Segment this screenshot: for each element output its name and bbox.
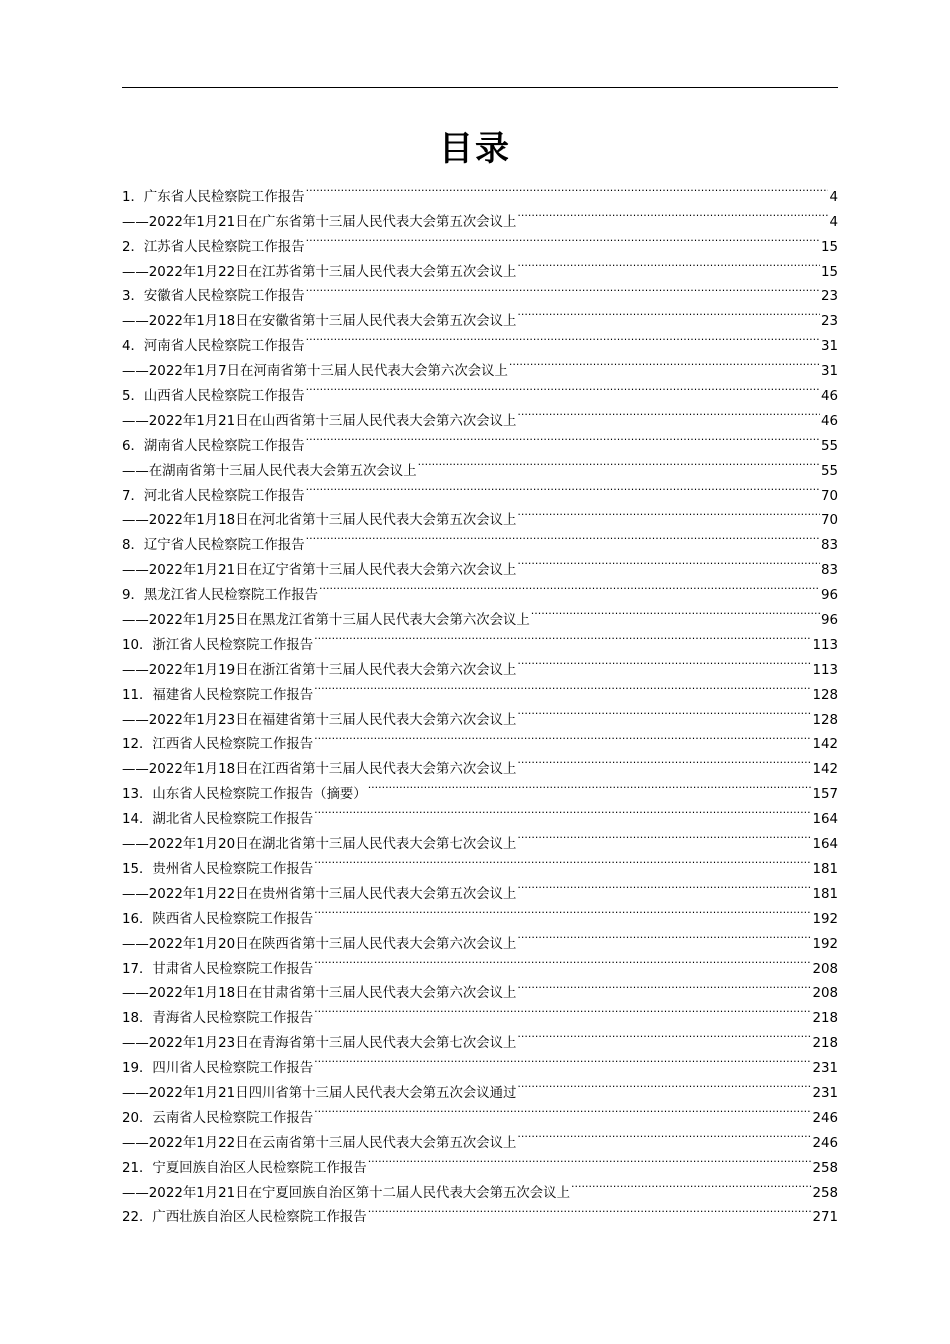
- dot-leader: [517, 923, 811, 948]
- dot-leader: [517, 649, 811, 674]
- toc-entry-page: 70: [820, 513, 838, 529]
- toc-entry-title: 20．云南省人民检察院工作报告: [122, 1110, 314, 1126]
- toc-entry-title: ——2022年1月18日在安徽省第十三届人民代表大会第五次会议上: [122, 314, 517, 330]
- toc-entry-title: 15．贵州省人民检察院工作报告: [122, 861, 314, 877]
- dot-leader: [306, 475, 820, 500]
- toc-entry-title: ——2022年1月20日在湖北省第十三届人民代表大会第七次会议上: [122, 837, 517, 853]
- toc-entry-page: 192: [812, 936, 838, 952]
- dot-leader: [517, 549, 820, 574]
- dot-leader: [517, 300, 820, 325]
- toc-entry-title: ——2022年1月20日在陕西省第十三届人民代表大会第六次会议上: [122, 936, 517, 952]
- toc-entry-title: ——2022年1月21日在宁夏回族自治区第十二届人民代表大会第五次会议上: [122, 1185, 570, 1201]
- dot-leader: [306, 524, 820, 549]
- toc-entry-page: 31: [820, 364, 838, 380]
- toc-entry-page: 83: [820, 563, 838, 579]
- dot-leader: [314, 948, 811, 973]
- dot-leader: [517, 1072, 811, 1097]
- toc-entry-page: 246: [812, 1110, 838, 1126]
- dot-leader: [306, 325, 820, 350]
- toc-entry-title: 6．湖南省人民检察院工作报告: [122, 438, 305, 454]
- toc-entry-title: 16．陕西省人民检察院工作报告: [122, 911, 314, 927]
- toc-entry-title: ——2022年1月21日在广东省第十三届人民代表大会第五次会议上: [122, 214, 517, 230]
- toc-entry-page: 218: [812, 1036, 838, 1052]
- toc-entry-title: 2．江苏省人民检察院工作报告: [122, 239, 305, 255]
- toc-entry-title: ——2022年1月18日在甘肃省第十三届人民代表大会第六次会议上: [122, 986, 517, 1002]
- dot-leader: [314, 674, 811, 699]
- toc-entry-page: 55: [820, 463, 838, 479]
- dot-leader: [517, 201, 828, 226]
- dot-leader: [517, 251, 820, 276]
- dot-leader: [314, 848, 811, 873]
- dot-leader: [314, 997, 811, 1022]
- toc-entry-title: 8．辽宁省人民检察院工作报告: [122, 538, 305, 554]
- toc-entry-page: 208: [812, 961, 838, 977]
- toc-entry-page: 15: [820, 264, 838, 280]
- toc-entry-page: 231: [812, 1061, 838, 1077]
- header-rule: [122, 87, 838, 88]
- toc-entry-title: ——2022年1月21日在山西省第十三届人民代表大会第六次会议上: [122, 413, 517, 429]
- toc-entry-title: 4．河南省人民检察院工作报告: [122, 339, 305, 355]
- toc-entry-title: ——2022年1月21日在辽宁省第十三届人民代表大会第六次会议上: [122, 563, 517, 579]
- toc-entry[interactable]: [122, 176, 838, 205]
- toc-entry-page: 113: [812, 662, 838, 678]
- dot-leader: [314, 624, 811, 649]
- toc-entry-title: ——2022年1月23日在福建省第十三届人民代表大会第六次会议上: [122, 712, 517, 728]
- toc-entry-page: 231: [812, 1085, 838, 1101]
- dot-leader: [517, 1122, 811, 1147]
- dot-leader: [517, 873, 811, 898]
- dot-leader: [368, 1197, 812, 1222]
- toc-entry-page: 181: [812, 886, 838, 902]
- toc-entry-page: 192: [812, 911, 838, 927]
- toc-entry-title: 14．湖北省人民检察院工作报告: [122, 812, 314, 828]
- dot-leader: [306, 226, 820, 251]
- toc-entry-page: 271: [812, 1210, 838, 1226]
- dot-leader: [368, 1147, 812, 1172]
- dot-leader: [314, 798, 811, 823]
- toc-entry-title: 12．江西省人民检察院工作报告: [122, 737, 314, 753]
- toc-entry-page: 55: [820, 438, 838, 454]
- dot-leader: [517, 1022, 811, 1047]
- toc-entry-page: 208: [812, 986, 838, 1002]
- dot-leader: [368, 773, 812, 798]
- toc-entry-title: 7．河北省人民检察院工作报告: [122, 488, 305, 504]
- toc-entry-title: 21．宁夏回族自治区人民检察院工作报告: [122, 1160, 367, 1176]
- dot-leader: [306, 375, 820, 400]
- toc-entry-title: ——2022年1月22日在江苏省第十三届人民代表大会第五次会议上: [122, 264, 517, 280]
- toc-entry-page: 23: [820, 314, 838, 330]
- toc-entry-page: 258: [812, 1160, 838, 1176]
- toc-entry-title: 5．山西省人民检察院工作报告: [122, 389, 305, 405]
- dot-leader: [314, 898, 811, 923]
- toc-entry-title: ——在湖南省第十三届人民代表大会第五次会议上: [122, 463, 417, 479]
- toc-entry-title: ——2022年1月18日在河北省第十三届人民代表大会第五次会议上: [122, 513, 517, 529]
- dot-leader: [306, 276, 820, 301]
- toc-entry-title: 19．四川省人民检察院工作报告: [122, 1061, 314, 1077]
- toc-entry-page: 258: [812, 1185, 838, 1201]
- page-title: 目录: [439, 129, 511, 169]
- toc-entry-title: 3．安徽省人民检察院工作报告: [122, 289, 305, 305]
- dot-leader: [531, 599, 820, 624]
- toc-entry-title: ——2022年1月19日在浙江省第十三届人民代表大会第六次会议上: [122, 662, 517, 678]
- toc-entry-page: 142: [812, 762, 838, 778]
- toc-entry-page: 142: [812, 737, 838, 753]
- toc-entry-page: 246: [812, 1135, 838, 1151]
- dot-leader: [517, 973, 811, 998]
- dot-leader: [509, 350, 820, 375]
- toc-entry-title: ——2022年1月18日在江西省第十三届人民代表大会第六次会议上: [122, 762, 517, 778]
- toc-entry-page: 15: [820, 239, 838, 255]
- toc-entry-page: 113: [812, 637, 838, 653]
- dot-leader: [517, 748, 811, 773]
- dot-leader: [517, 500, 820, 525]
- toc-entry-page: 23: [820, 289, 838, 305]
- toc-entry-title: ——2022年1月21日四川省第十三届人民代表大会第五次会议通过: [122, 1085, 517, 1101]
- toc-entry-page: 164: [812, 837, 838, 853]
- toc-entry-title: 11．福建省人民检察院工作报告: [122, 687, 314, 703]
- toc-entry-page: 96: [820, 613, 838, 629]
- dot-leader: [319, 574, 820, 599]
- toc-entry-title: ——2022年1月23日在青海省第十三届人民代表大会第七次会议上: [122, 1036, 517, 1052]
- toc-entry-title: 18．青海省人民检察院工作报告: [122, 1011, 314, 1027]
- toc-entry-title: 9．黑龙江省人民检察院工作报告: [122, 588, 318, 604]
- table-of-contents: [122, 176, 838, 1226]
- toc-entry-title: ——2022年1月22日在云南省第十三届人民代表大会第五次会议上: [122, 1135, 517, 1151]
- toc-entry-page: 128: [812, 687, 838, 703]
- toc-entry-title: 10．浙江省人民检察院工作报告: [122, 637, 314, 653]
- dot-leader: [517, 400, 820, 425]
- toc-entry-title: ——2022年1月22日在贵州省第十三届人民代表大会第五次会议上: [122, 886, 517, 902]
- toc-entry-title: 22．广西壮族自治区人民检察院工作报告: [122, 1210, 367, 1226]
- dot-leader: [517, 699, 811, 724]
- toc-entry-page: 128: [812, 712, 838, 728]
- dot-leader: [314, 1047, 811, 1072]
- dot-leader: [314, 1097, 811, 1122]
- toc-entry-page: 46: [820, 389, 838, 405]
- toc-entry-page: 70: [820, 488, 838, 504]
- toc-entry-title: ——2022年1月25日在黑龙江省第十三届人民代表大会第六次会议上: [122, 613, 530, 629]
- toc-entry-page: 157: [812, 787, 838, 803]
- dot-leader: [418, 450, 820, 475]
- dot-leader: [306, 176, 829, 201]
- toc-entry-page: 96: [820, 588, 838, 604]
- toc-entry-page: 218: [812, 1011, 838, 1027]
- toc-entry-page: 83: [820, 538, 838, 554]
- toc-entry-title: 1．广东省人民检察院工作报告: [122, 189, 305, 205]
- dot-leader: [517, 823, 811, 848]
- dot-leader: [314, 724, 811, 749]
- dot-leader: [306, 425, 820, 450]
- toc-entry-page: 46: [820, 413, 838, 429]
- toc-entry-page: 4: [829, 214, 838, 230]
- toc-entry-title: ——2022年1月7日在河南省第十三届人民代表大会第六次会议上: [122, 364, 508, 380]
- toc-entry-page: 164: [812, 812, 838, 828]
- dot-leader: [571, 1172, 811, 1197]
- toc-entry-page: 31: [820, 339, 838, 355]
- toc-entry-page: 4: [829, 189, 838, 205]
- toc-entry-title: 17．甘肃省人民检察院工作报告: [122, 961, 314, 977]
- toc-entry-title: 13．山东省人民检察院工作报告（摘要）: [122, 787, 367, 803]
- toc-entry-page: 181: [812, 861, 838, 877]
